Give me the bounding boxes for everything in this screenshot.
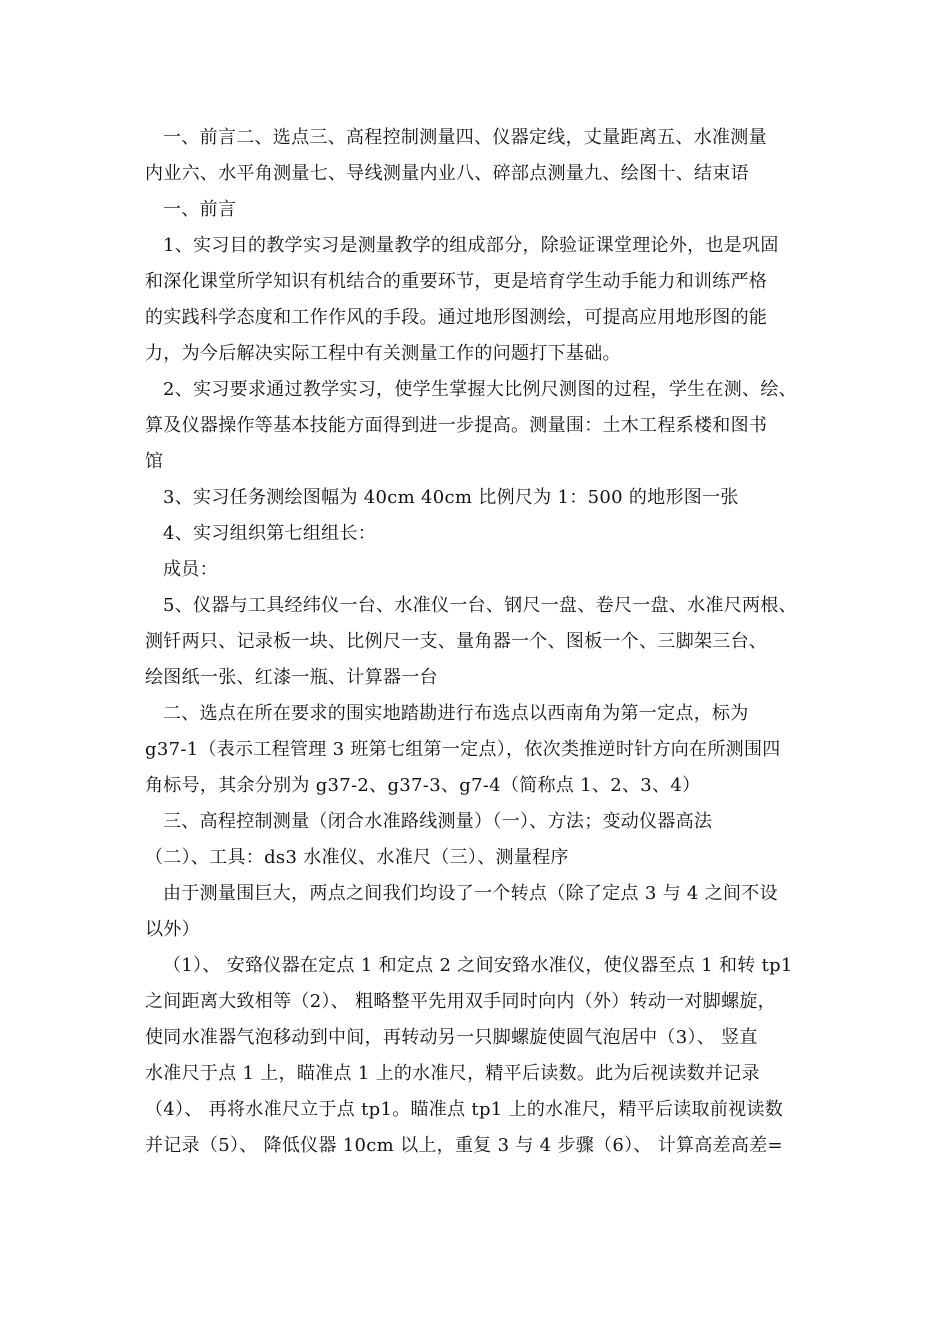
text-line: （1）、 安臵仪器在定点 1 和定点 2 之间安臵水准仪，使仪器至点 1 和转 tp1 — [163, 955, 793, 976]
text-line: 和深化课堂所学知识有机结合的重要环节，更是培育学生动手能力和训练严格 — [145, 271, 768, 292]
text-line: 测钎两只、记录板一块、比例尺一支、量角器一个、图板一个、三脚架三台、 — [145, 631, 768, 652]
text-line: 1、实习目的教学实习是测量教学的组成部分，除验证课堂理论外，也是巩固 — [163, 235, 779, 256]
text-line: 的实践科学态度和工作作风的手段。通过地形图测绘，可提高应用地形图的能 — [145, 307, 768, 328]
text-line: 3、实习任务测绘图幅为 40cm 40cm 比例尺为 1：500 的地形图一张 — [163, 487, 739, 508]
text-line: 5、仪器与工具经纬仪一台、水准仪一台、钢尺一盘、卷尺一盘、水准尺两根、 — [163, 595, 797, 616]
text-line: （4）、 再将水准尺立于点 tp1。瞄准点 tp1 上的水准尺，精平后读取前视读数 — [145, 1099, 784, 1120]
section-heading: 一、前言 — [163, 199, 237, 220]
text-line: 成员： — [163, 559, 218, 580]
text-line: 以外） — [145, 919, 200, 940]
text-line: （二）、工具：ds3 水准仪、水准尺（三）、测量程序 — [145, 847, 569, 868]
text-line: 一、前言二、选点三、高程控制测量四、仪器定线，丈量距离五、水准测量 — [163, 127, 767, 148]
text-line: 绘图纸一张、红漆一瓶、计算器一台 — [145, 667, 438, 688]
text-line: 并记录（5）、 降低仪器 10cm 以上，重复 3 与 4 步骤（6）、 计算高差高差= — [145, 1135, 783, 1156]
text-line: g37-1（表示工程管理 3 班第七组第一定点），依次类推逆时针方向在所测围四 — [145, 739, 781, 760]
text-line: 4、实习组织第七组组长： — [163, 523, 377, 544]
text-line: 三、高程控制测量（闭合水准路线测量）（一）、方法；变动仪器高法 — [163, 811, 713, 832]
text-line: 之间距离大致相等（2）、 粗略整平先用双手同时向内（外）转动一对脚螺旋， — [145, 991, 776, 1012]
text-line: 使同水准器气泡移动到中间，再转动另一只脚螺旋使圆气泡居中（3）、 竖直 — [145, 1027, 758, 1048]
text-line: 由于测量围巨大，两点之间我们均设了一个转点（除了定点 3 与 4 之间不设 — [163, 883, 778, 904]
text-line: 力，为今后解决实际工程中有关测量工作的问题打下基础。 — [145, 343, 621, 364]
text-line: 2、实习要求通过教学实习，使学生掌握大比例尺测图的过程，学生在测、绘、 — [163, 379, 797, 400]
text-line: 水准尺于点 1 上，瞄准点 1 上的水准尺，精平后读数。此为后视读数并记录 — [145, 1063, 760, 1084]
text-line: 内业六、水平角测量七、导线测量内业八、碎部点测量九、绘图十、结束语 — [145, 163, 749, 184]
text-line: 二、选点在所在要求的围实地踏勘进行布选点以西南角为第一定点，标为 — [163, 703, 749, 724]
text-line: 角标号，其余分别为 g37-2、g37-3、g7-4（简称点 1、2、3、4） — [145, 775, 701, 796]
text-line: 馆 — [145, 451, 164, 472]
text-line: 算及仪器操作等基本技能方面得到进一步提高。测量围：土木工程系楼和图书 — [145, 415, 768, 436]
